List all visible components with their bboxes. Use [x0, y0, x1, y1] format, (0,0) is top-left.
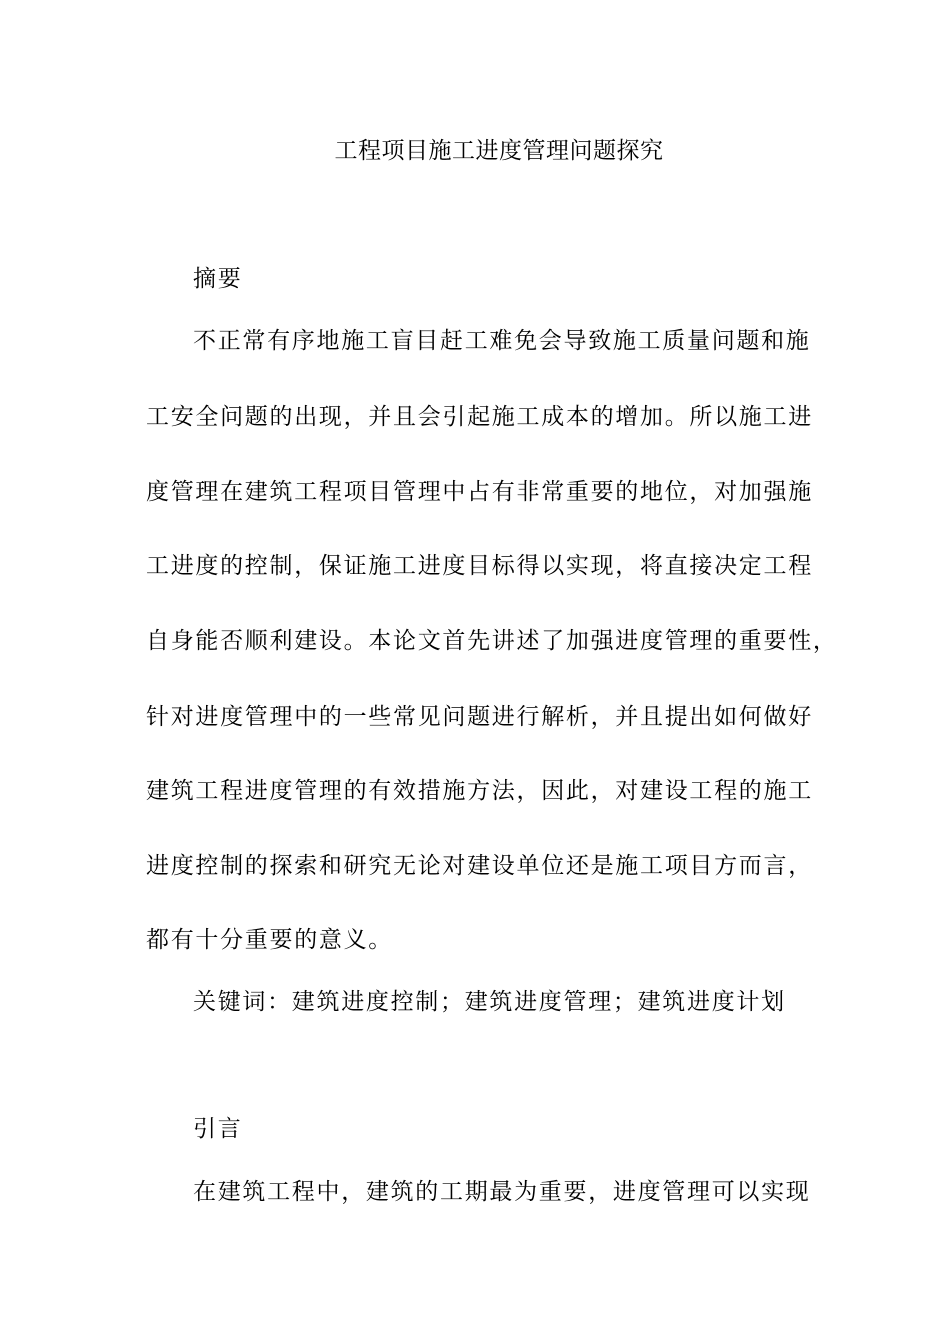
abstract-line: 不正常有序地施工盲目赶工难免会导致施工质量问题和施 — [193, 328, 811, 354]
intro-line: 在建筑工程中，建筑的工期最为重要，进度管理可以实现 — [193, 1179, 811, 1205]
keywords-line: 关键词：建筑进度控制；建筑进度管理；建筑进度计划 — [193, 989, 786, 1015]
abstract-line: 度管理在建筑工程项目管理中占有非常重要的地位，对加强施 — [146, 479, 813, 505]
abstract-line: 建筑工程进度管理的有效措施方法，因此，对建设工程的施工 — [146, 778, 813, 804]
abstract-line: 都有十分重要的意义。 — [146, 927, 393, 953]
abstract-line: 针对进度管理中的一些常见问题进行解析，并且提出如何做好 — [146, 704, 813, 730]
abstract-line: 进度控制的探索和研究无论对建设单位还是施工项目方而言， — [146, 853, 813, 879]
abstract-line: 自身能否顺利建设。本论文首先讲述了加强进度管理的重要性， — [146, 628, 838, 654]
abstract-line: 工安全问题的出现，并且会引起施工成本的增加。所以施工进 — [146, 404, 813, 430]
intro-heading: 引言 — [193, 1116, 243, 1142]
abstract-heading: 摘要 — [193, 266, 243, 292]
abstract-line: 工进度的控制，保证施工进度目标得以实现，将直接决定工程 — [146, 553, 813, 579]
document-title: 工程项目施工进度管理问题探究 — [334, 138, 664, 164]
